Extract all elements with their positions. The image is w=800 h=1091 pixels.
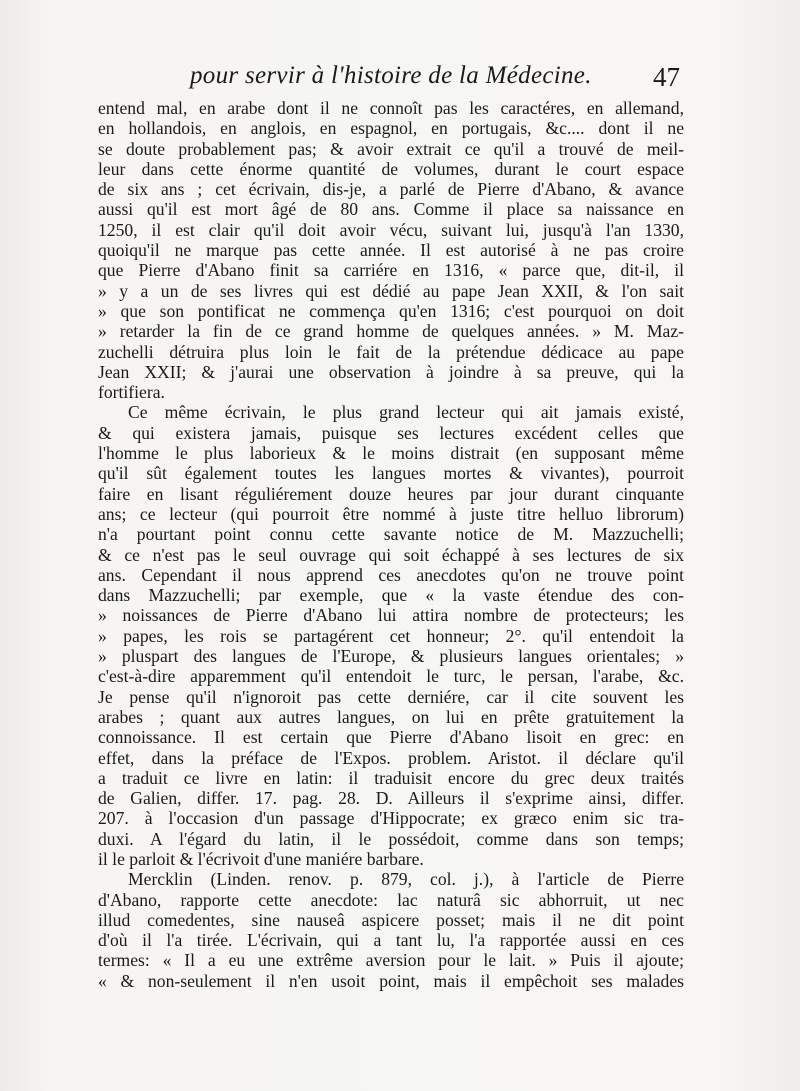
text-line: effet, dans la préface de l'Expos. problem. Aristot. il déclare qu'il <box>98 747 684 768</box>
body-text <box>98 98 684 991</box>
text-line: a traduit ce livre en latin: il traduisit encore du grec deux traités <box>98 767 684 788</box>
text-line: leur dans cette énorme quantité de volumes, durant le court espace <box>98 158 684 179</box>
text-line: » pluspart des langues de l'Europe, & plusieurs langues orientales; » <box>98 646 684 667</box>
text-line: n'a pourtant point connu cette savante notice de M. Mazzuchelli; <box>98 524 684 545</box>
text-line: ans; ce lecteur (qui pourroit être nommé à juste titre helluo librorum) <box>98 503 684 524</box>
text-line: termes: « Il a eu une extrême aversion pour le lait. » Puis il ajoute; <box>98 950 684 971</box>
paragraph <box>98 98 684 402</box>
text-line: » y a un de ses livres qui est dédié au pape Jean XXII, & l'on sait <box>98 280 684 301</box>
text-line: » que son pontificat ne commença qu'en 1316; c'est pourquoi on doit <box>98 300 684 321</box>
text-line: « & non-seulement il n'en usoit point, mais il empêchoit ses malades <box>98 970 684 991</box>
text-line: que Pierre d'Abano finit sa carriére en 1316, « parce que, dit-il, il <box>98 260 684 281</box>
text-line: aussi qu'il est mort âgé de 80 ans. Comme il place sa naissance en <box>98 199 684 220</box>
text-line: zuchelli détruira plus loin le fait de la prétendue dédicace au pape <box>98 341 684 362</box>
text-line: faire en lisant réguliérement douze heures par jour durant cinquante <box>98 483 684 504</box>
text-line: » noissances de Pierre d'Abano lui attira nombre de protecteurs; les <box>98 605 684 626</box>
text-line: Je pense qu'il n'ignoroit pas cette derniére, car il cite souvent les <box>98 686 684 707</box>
paragraph <box>98 402 684 869</box>
page-number: 47 <box>653 62 680 92</box>
text-line: 1250, il est clair qu'il doit avoir vécu, suivant lui, jusqu'à l'an 1330, <box>98 219 684 240</box>
page-header <box>160 60 680 100</box>
text-line: » retarder la fin de ce grand homme de quelques années. » M. Maz- <box>98 321 684 342</box>
text-line: dans Mazzuchelli; par exemple, que « la vaste étendue des con- <box>98 585 684 606</box>
text-line: en hollandois, en anglois, en espagnol, en portugais, &c.... dont il ne <box>98 118 684 139</box>
text-line: l'homme le plus laborieux & le moins distrait (en supposant même <box>98 443 684 464</box>
text-line: de Galien, differ. 17. pag. 28. D. Ailleurs il s'exprime ainsi, differ. <box>98 788 684 809</box>
text-line: illud comedentes, sine nauseâ aspicere posset; mais il ne dit point <box>98 909 684 930</box>
text-line: il le parloit & l'écrivoit d'une maniére barbare. <box>98 848 424 869</box>
text-line: Jean XXII; & j'aurai une observation à joindre à sa preuve, qui la <box>98 361 684 382</box>
text-line: ans. Cependant il nous apprend ces anecdotes qu'on ne trouve point <box>98 564 684 585</box>
text-line: de six ans ; cet écrivain, dis-je, a parlé de Pierre d'Abano, & avance <box>98 179 684 200</box>
text-line: duxi. A l'égard du latin, il le possédoit, comme dans son temps; <box>98 828 684 849</box>
text-line: d'Abano, rapporte cette anecdote: lac naturâ sic abhorruit, ut nec <box>98 889 684 910</box>
running-title: pour servir à l'histoire de la Médecine. <box>190 62 592 89</box>
text-line: arabes ; quant aux autres langues, on lui en prête gratuitement la <box>98 706 684 727</box>
text-line: c'est-à-dire apparemment qu'il entendoit le turc, le persan, l'arabe, &c. <box>98 666 684 687</box>
text-line: se doute probablement pas; & avoir extrait ce qu'il a trouvé de meil- <box>98 138 684 159</box>
text-line: fortifiera. <box>98 382 165 403</box>
text-line: qu'il sût également toutes les langues mortes & vivantes), pourroit <box>98 463 684 484</box>
text-line: quoiqu'il ne marque pas cette année. Il est autorisé à ne pas croire <box>98 240 684 261</box>
text-line: connoissance. Il est certain que Pierre d'Abano lisoit en grec: en <box>98 727 684 748</box>
text-line: entend mal, en arabe dont il ne connoît pas les caractéres, en allemand, <box>98 98 684 118</box>
text-line: Mercklin (Linden. renov. p. 879, col. j.), à l'article de Pierre <box>128 869 684 890</box>
text-line: Ce même écrivain, le plus grand lecteur qui ait jamais existé, <box>128 402 684 423</box>
text-line: d'où il l'a tirée. L'écrivain, qui a tant lu, l'a rapportée aussi en ces <box>98 930 684 951</box>
text-line: & ce n'est pas le seul ouvrage qui soit échappé à ses lectures de six <box>98 544 684 565</box>
text-line: 207. à l'occasion d'un passage d'Hippocrate; ex græco enim sic tra- <box>98 808 684 829</box>
text-line: » papes, les rois se partagérent cet honneur; 2°. qu'il entendoit la <box>98 625 684 646</box>
text-line: & qui existera jamais, puisque ses lectures excédent celles que <box>98 422 684 443</box>
paragraph <box>98 869 684 991</box>
